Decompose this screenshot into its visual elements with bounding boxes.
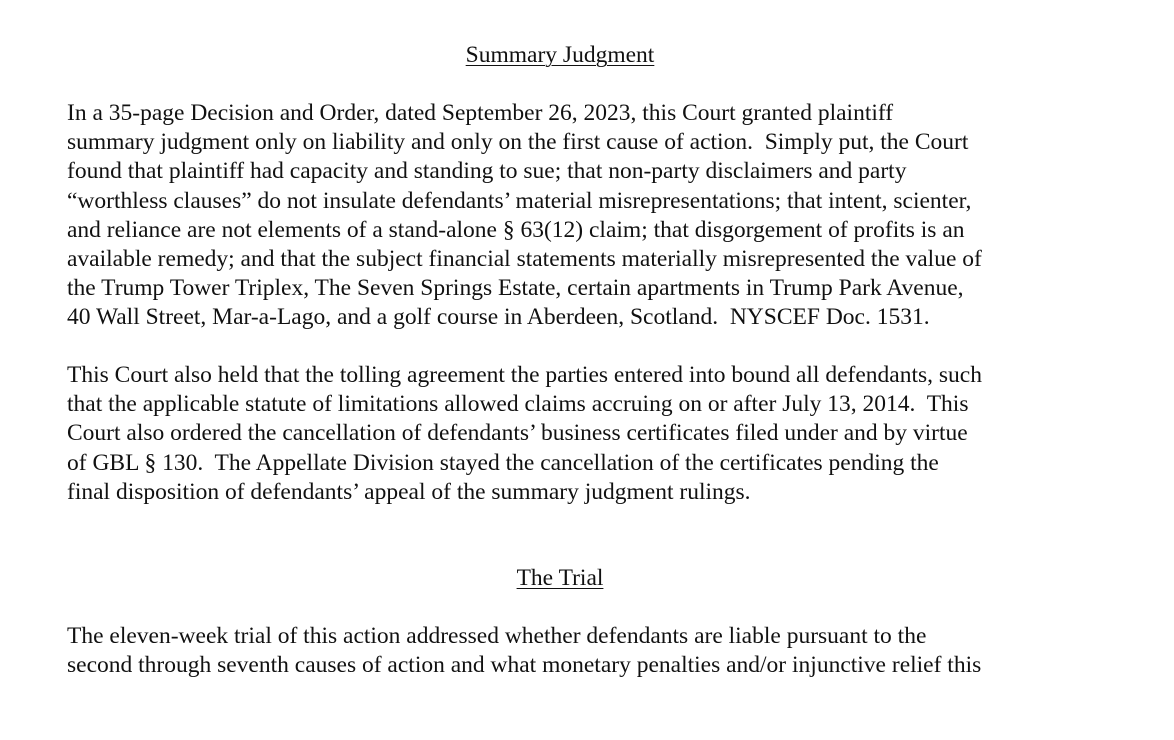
text-line: second through seventh causes of action and what monetary penalties and/or injunctive relief this bbox=[67, 652, 982, 679]
text-line: final disposition of defendants’ appeal of the summary judgment rulings. bbox=[67, 478, 751, 505]
text-line: 40 Wall Street, Mar-a-Lago, and a golf course in Aberdeen, Scotland. NYSCEF Doc. 1531. bbox=[67, 304, 930, 331]
text-line: that the applicable statute of limitations allowed claims accruing on or after July 13, 2014. This bbox=[67, 391, 969, 418]
paragraph-summary-judgment bbox=[67, 99, 1127, 333]
text-line: summary judgment only on liability and only on the first cause of action. Simply put, the Court bbox=[67, 129, 969, 156]
section-heading-the-trial: The Trial bbox=[516, 565, 604, 591]
text-line: “worthless clauses” do not insulate defendants’ material misrepresentations; that intent, scienter, bbox=[67, 187, 972, 214]
text-line: This Court also held that the tolling agreement the parties entered into bound all defendants, such bbox=[67, 362, 982, 388]
paragraph-tolling-agreement bbox=[67, 361, 1127, 507]
text-line: available remedy; and that the subject financial statements materially misrepresented the value of bbox=[67, 246, 982, 273]
text-line: The eleven-week trial of this action addressed whether defendants are liable pursuant to the bbox=[67, 623, 927, 649]
text-line: of GBL § 130. The Appellate Division stayed the cancellation of the certificates pending the bbox=[67, 449, 939, 476]
text-line: the Trump Tower Triplex, The Seven Springs Estate, certain apartments in Trump Park Avenue, bbox=[67, 275, 964, 302]
paragraph-the-trial bbox=[67, 622, 1127, 680]
text-line: Court also ordered the cancellation of defendants’ business certificates filed under and by virtue bbox=[67, 420, 968, 447]
text-line: In a 35-page Decision and Order, dated September 26, 2023, this Court granted plaintiff bbox=[67, 100, 894, 126]
text-line: found that plaintiff had capacity and standing to sue; that non-party disclaimers and party bbox=[67, 158, 907, 185]
text-line: and reliance are not elements of a stand-alone § 63(12) claim; that disgorgement of profits is an bbox=[67, 216, 965, 243]
section-heading-summary-judgment: Summary Judgment bbox=[465, 42, 655, 68]
